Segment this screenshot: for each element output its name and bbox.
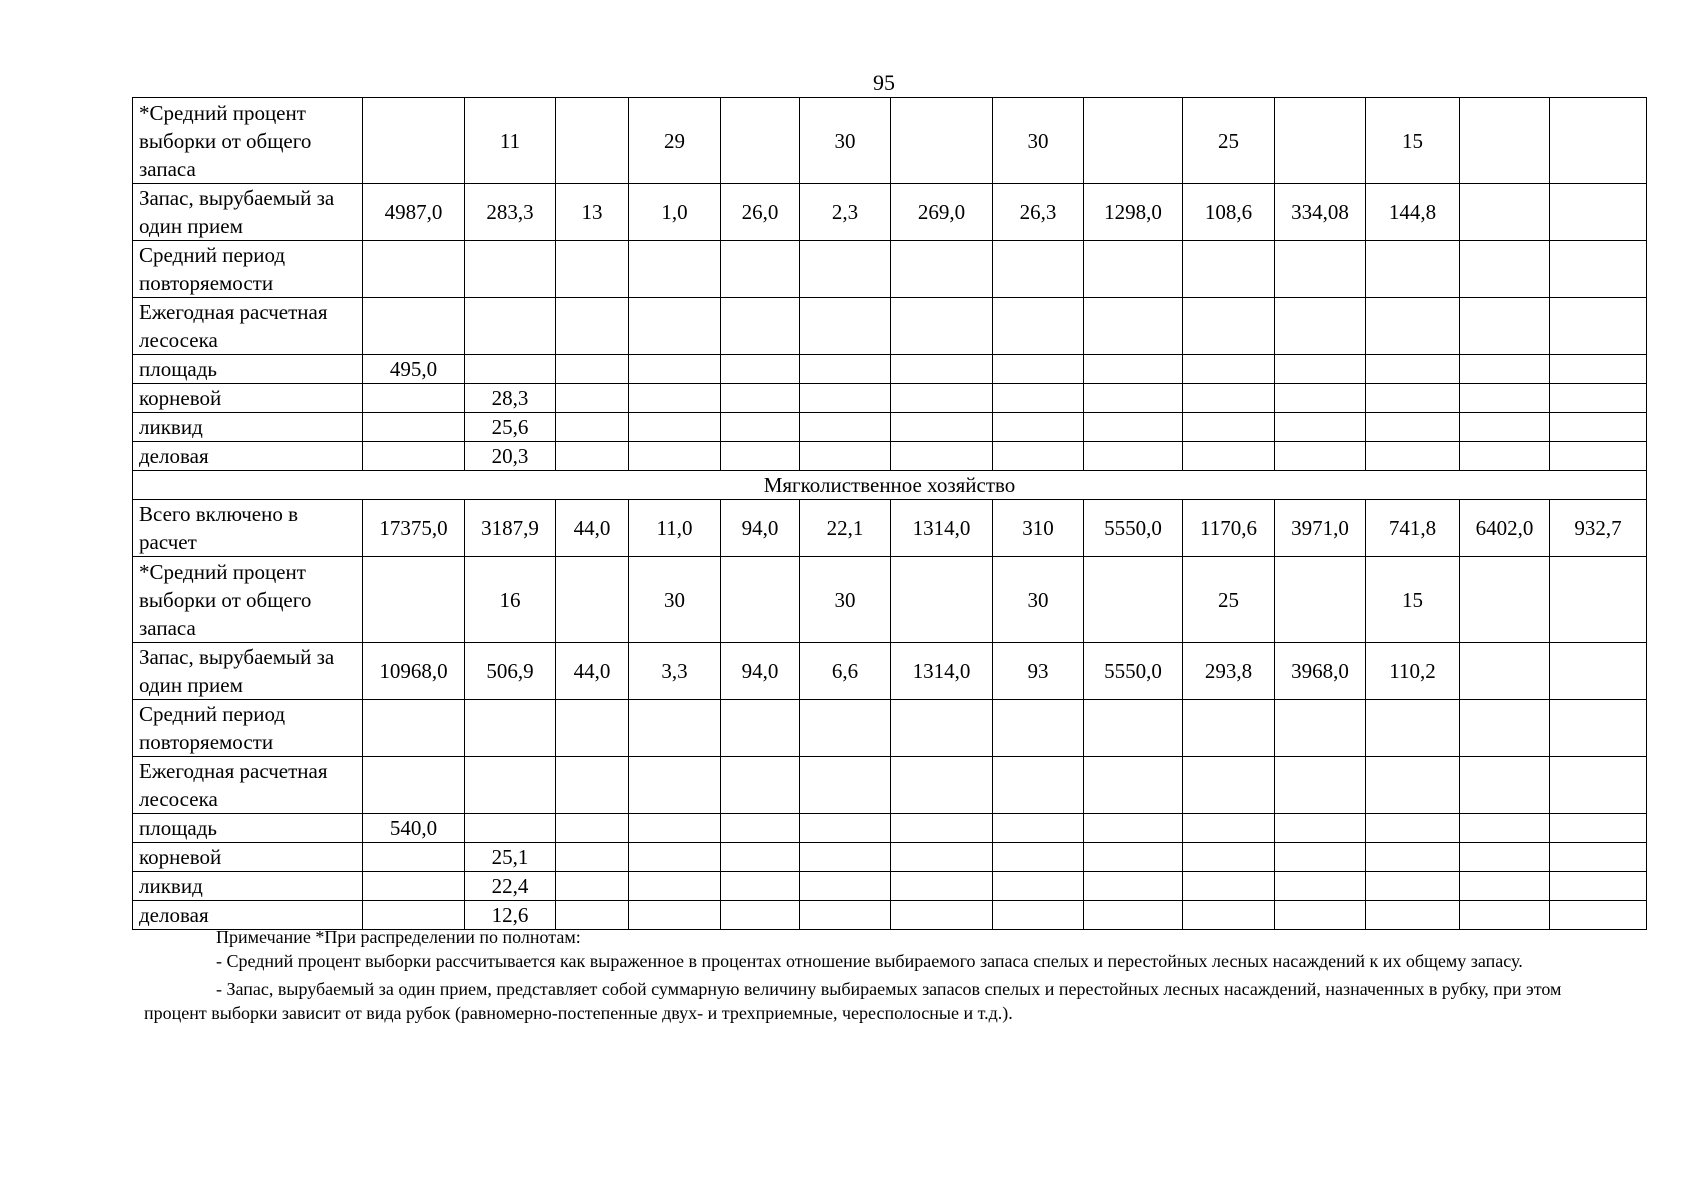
table-cell: 334,08: [1275, 184, 1366, 241]
table-cell: [1550, 98, 1647, 184]
table-cell: [1460, 184, 1550, 241]
table-cell: 1314,0: [891, 500, 993, 557]
row-label: *Средний процент выборки от общего запаса: [133, 98, 363, 184]
table-cell: [629, 442, 721, 471]
row-label: корневой: [133, 843, 363, 872]
table-cell: [1183, 872, 1275, 901]
table-cell: [629, 355, 721, 384]
table-row: [133, 557, 1647, 643]
table-cell: [1275, 384, 1366, 413]
table-cell: [465, 757, 556, 814]
table-cell: 144,8: [1366, 184, 1460, 241]
table-cell: 26,0: [721, 184, 800, 241]
row-label: площадь: [133, 355, 363, 384]
table-cell: [1366, 413, 1460, 442]
table-cell: [1550, 843, 1647, 872]
table-cell: 2,3: [800, 184, 891, 241]
table-cell: [1183, 814, 1275, 843]
table-cell: 6,6: [800, 643, 891, 700]
table-cell: [1460, 643, 1550, 700]
table-cell: [1550, 700, 1647, 757]
table-row: [133, 700, 1647, 757]
table-cell: [1366, 442, 1460, 471]
table-cell: [1275, 872, 1366, 901]
table-cell: [629, 384, 721, 413]
table-cell: 283,3: [465, 184, 556, 241]
table-cell: [721, 557, 800, 643]
row-label: Ежегодная расчетная лесосека: [133, 757, 363, 814]
table-cell: [1183, 757, 1275, 814]
table-cell: [1084, 814, 1183, 843]
table-cell: 6402,0: [1460, 500, 1550, 557]
table-cell: 269,0: [891, 184, 993, 241]
table-cell: [1275, 413, 1366, 442]
table-cell: 540,0: [363, 814, 465, 843]
table-cell: [629, 757, 721, 814]
table-cell: [1366, 872, 1460, 901]
table-cell: 495,0: [363, 355, 465, 384]
bottom-block: [133, 500, 1647, 930]
table-cell: 4987,0: [363, 184, 465, 241]
table-cell: 1,0: [629, 184, 721, 241]
table-cell: [800, 814, 891, 843]
table-cell: [1460, 442, 1550, 471]
table-cell: [993, 298, 1084, 355]
table-cell: [993, 355, 1084, 384]
table-cell: 3971,0: [1275, 500, 1366, 557]
table-cell: [556, 298, 629, 355]
table-cell: 12,6: [465, 901, 556, 930]
table-cell: [363, 700, 465, 757]
table-cell: [993, 814, 1084, 843]
table-cell: 5550,0: [1084, 643, 1183, 700]
table-cell: 16: [465, 557, 556, 643]
table-cell: [1084, 298, 1183, 355]
table-cell: [1275, 700, 1366, 757]
table-cell: [891, 700, 993, 757]
table-cell: [1366, 814, 1460, 843]
table-cell: [1275, 298, 1366, 355]
table-cell: [629, 413, 721, 442]
table-cell: [993, 442, 1084, 471]
table-cell: 110,2: [1366, 643, 1460, 700]
table-cell: [721, 872, 800, 901]
row-label: Запас, вырубаемый за один прием: [133, 184, 363, 241]
table-cell: [629, 298, 721, 355]
table-cell: [721, 843, 800, 872]
table-cell: [1460, 298, 1550, 355]
table-cell: 30: [993, 557, 1084, 643]
table-cell: 1298,0: [1084, 184, 1183, 241]
table-cell: 15: [1366, 557, 1460, 643]
table-cell: [1550, 643, 1647, 700]
table-cell: [1275, 355, 1366, 384]
table-cell: [993, 757, 1084, 814]
table-cell: [1550, 757, 1647, 814]
table-cell: [1460, 700, 1550, 757]
table-cell: [721, 413, 800, 442]
table-row: [133, 442, 1647, 471]
table-cell: 3187,9: [465, 500, 556, 557]
table-cell: [1366, 384, 1460, 413]
top-block: [133, 98, 1647, 471]
table-row: [133, 757, 1647, 814]
table-cell: [1183, 413, 1275, 442]
table-cell: [556, 700, 629, 757]
table-cell: [1183, 700, 1275, 757]
table-cell: [1550, 384, 1647, 413]
table-cell: [1084, 757, 1183, 814]
table-row: [133, 384, 1647, 413]
table-cell: [800, 413, 891, 442]
table-cell: [1275, 241, 1366, 298]
table-cell: [556, 384, 629, 413]
table-cell: [1460, 355, 1550, 384]
table-cell: [800, 872, 891, 901]
table-cell: 30: [800, 557, 891, 643]
table-cell: [1550, 298, 1647, 355]
row-label: ликвид: [133, 413, 363, 442]
table-cell: [363, 413, 465, 442]
table-cell: [465, 241, 556, 298]
row-label: ликвид: [133, 872, 363, 901]
table-cell: [1460, 413, 1550, 442]
table-row: [133, 500, 1647, 557]
table-cell: [556, 814, 629, 843]
table-cell: 93: [993, 643, 1084, 700]
table-cell: [721, 700, 800, 757]
table-cell: 94,0: [721, 500, 800, 557]
table-cell: [721, 298, 800, 355]
row-label: площадь: [133, 814, 363, 843]
table-cell: [1460, 814, 1550, 843]
note-item-2: - Запас, вырубаемый за один прием, представляет собой суммарную величину выбираемых запасов спелых и перестойных лесных насаждений, назначенных в рубку, при этом процент выборки зависит от вида рубок (равномерно-постепенные двух- и трехприемные, чересполосные и т.д.).: [144, 979, 1562, 1023]
table-cell: [556, 442, 629, 471]
row-label: Запас, вырубаемый за один прием: [133, 643, 363, 700]
table-cell: [1550, 184, 1647, 241]
table-cell: 25,1: [465, 843, 556, 872]
table-cell: [363, 384, 465, 413]
table-cell: [1460, 872, 1550, 901]
table-cell: [1550, 442, 1647, 471]
table-cell: [1183, 843, 1275, 872]
table-cell: [800, 843, 891, 872]
table-cell: [556, 413, 629, 442]
table-cell: [1084, 442, 1183, 471]
table-cell: [363, 98, 465, 184]
table-cell: 108,6: [1183, 184, 1275, 241]
table-cell: 44,0: [556, 500, 629, 557]
row-label: *Средний процент выборки от общего запаса: [133, 557, 363, 643]
table-cell: 1170,6: [1183, 500, 1275, 557]
table-cell: [363, 872, 465, 901]
row-label: корневой: [133, 384, 363, 413]
table-cell: 3968,0: [1275, 643, 1366, 700]
table-cell: [1084, 557, 1183, 643]
table-cell: [993, 700, 1084, 757]
table-cell: 11: [465, 98, 556, 184]
table-cell: [363, 843, 465, 872]
table-cell: [1460, 843, 1550, 872]
table-cell: [1084, 872, 1183, 901]
section-title: Мягколиственное хозяйство: [133, 471, 1647, 500]
table-cell: [1366, 241, 1460, 298]
table-cell: 3,3: [629, 643, 721, 700]
note-title: Примечание *При распределении по полнотам:: [216, 927, 581, 947]
table-cell: [891, 872, 993, 901]
table-cell: 30: [800, 98, 891, 184]
row-label: Ежегодная расчетная лесосека: [133, 298, 363, 355]
table-cell: [1275, 557, 1366, 643]
table-cell: 13: [556, 184, 629, 241]
table-cell: 741,8: [1366, 500, 1460, 557]
table-cell: [1460, 384, 1550, 413]
table-cell: [1183, 442, 1275, 471]
table-cell: [1275, 843, 1366, 872]
table-cell: [1183, 241, 1275, 298]
table-cell: 28,3: [465, 384, 556, 413]
table-cell: [629, 872, 721, 901]
table-cell: [721, 384, 800, 413]
row-label: Всего включено в расчет: [133, 500, 363, 557]
section-block: [133, 471, 1647, 500]
table-cell: [1366, 355, 1460, 384]
table-cell: [1183, 298, 1275, 355]
table-cell: [465, 700, 556, 757]
table-cell: [1275, 442, 1366, 471]
table-cell: 506,9: [465, 643, 556, 700]
table-cell: [556, 757, 629, 814]
table-cell: [1550, 241, 1647, 298]
table-cell: [891, 757, 993, 814]
table-cell: [1366, 757, 1460, 814]
table-cell: [1366, 843, 1460, 872]
table-cell: 5550,0: [1084, 500, 1183, 557]
table-cell: [1084, 98, 1183, 184]
table-cell: [891, 442, 993, 471]
table-cell: [993, 843, 1084, 872]
table-cell: 22,1: [800, 500, 891, 557]
table-cell: 11,0: [629, 500, 721, 557]
table-cell: [363, 757, 465, 814]
table-cell: [891, 413, 993, 442]
table-cell: [721, 814, 800, 843]
table-row: [133, 413, 1647, 442]
table-cell: 293,8: [1183, 643, 1275, 700]
table-row: [133, 184, 1647, 241]
row-label: деловая: [133, 901, 363, 930]
table-cell: [1460, 757, 1550, 814]
forest-data-table: [132, 97, 1647, 930]
table-cell: [800, 355, 891, 384]
table-cell: [891, 557, 993, 643]
table-cell: [800, 700, 891, 757]
table-cell: 30: [993, 98, 1084, 184]
page-number: 95: [873, 70, 895, 95]
table-cell: 1314,0: [891, 643, 993, 700]
table-cell: [556, 98, 629, 184]
table-cell: [1460, 241, 1550, 298]
table-cell: [1084, 384, 1183, 413]
table-cell: 30: [629, 557, 721, 643]
table-cell: [800, 241, 891, 298]
table-cell: 26,3: [993, 184, 1084, 241]
table-cell: [363, 241, 465, 298]
note-item-1: - Средний процент выборки рассчитывается как выраженное в процентах отношение выбираемого запаса спелых и перестойных лесных насаждений к их общему запасу.: [216, 951, 1523, 971]
table-cell: [1084, 355, 1183, 384]
table-cell: [1550, 872, 1647, 901]
table-cell: [993, 384, 1084, 413]
table-cell: [1460, 98, 1550, 184]
table-cell: [721, 442, 800, 471]
table-cell: 25: [1183, 98, 1275, 184]
table-cell: [721, 241, 800, 298]
table-cell: 20,3: [465, 442, 556, 471]
table-cell: 44,0: [556, 643, 629, 700]
table-cell: [629, 700, 721, 757]
table-cell: [891, 241, 993, 298]
table-cell: 310: [993, 500, 1084, 557]
table-cell: [363, 298, 465, 355]
table-row: [133, 298, 1647, 355]
table-cell: [1275, 814, 1366, 843]
table-cell: [363, 442, 465, 471]
table-cell: [1366, 700, 1460, 757]
table-cell: [1460, 557, 1550, 643]
table-cell: [1550, 355, 1647, 384]
table-cell: 932,7: [1550, 500, 1647, 557]
table-row: [133, 643, 1647, 700]
row-label: Средний период повторяемости: [133, 700, 363, 757]
table-cell: 15: [1366, 98, 1460, 184]
table-cell: [891, 298, 993, 355]
table-cell: [1275, 757, 1366, 814]
table-cell: 25: [1183, 557, 1275, 643]
table-cell: 17375,0: [363, 500, 465, 557]
table-cell: 94,0: [721, 643, 800, 700]
row-label: Средний период повторяемости: [133, 241, 363, 298]
table-cell: [800, 298, 891, 355]
table-cell: [993, 241, 1084, 298]
table-row: [133, 814, 1647, 843]
table-cell: [891, 384, 993, 413]
notes: [144, 925, 1624, 1025]
table-cell: [1084, 700, 1183, 757]
table-cell: [556, 557, 629, 643]
table-cell: [1550, 557, 1647, 643]
table-cell: [1084, 241, 1183, 298]
table-row: [133, 872, 1647, 901]
table-cell: [629, 843, 721, 872]
table-cell: [556, 843, 629, 872]
table-cell: [800, 442, 891, 471]
table-cell: [465, 298, 556, 355]
table-cell: [556, 872, 629, 901]
table-cell: [465, 814, 556, 843]
table-cell: [891, 814, 993, 843]
table-cell: 25,6: [465, 413, 556, 442]
table-row: [133, 355, 1647, 384]
table-cell: 10968,0: [363, 643, 465, 700]
table-cell: [556, 355, 629, 384]
table-cell: [363, 557, 465, 643]
table-cell: [629, 814, 721, 843]
table-row: [133, 241, 1647, 298]
table-cell: [1550, 413, 1647, 442]
row-label: деловая: [133, 442, 363, 471]
table-cell: [629, 241, 721, 298]
table-cell: [721, 355, 800, 384]
table-row: [133, 843, 1647, 872]
table-cell: 22,4: [465, 872, 556, 901]
table-cell: [1084, 843, 1183, 872]
table-cell: [721, 757, 800, 814]
table-cell: [556, 241, 629, 298]
table-cell: [993, 872, 1084, 901]
table-cell: [891, 98, 993, 184]
table-cell: [1084, 413, 1183, 442]
table-cell: [800, 757, 891, 814]
table-cell: [1275, 98, 1366, 184]
table-cell: [1550, 814, 1647, 843]
table-cell: [993, 413, 1084, 442]
table-row: [133, 98, 1647, 184]
table-cell: [1183, 355, 1275, 384]
table-cell: [721, 98, 800, 184]
table-cell: [1366, 298, 1460, 355]
table-cell: [891, 355, 993, 384]
table-cell: 29: [629, 98, 721, 184]
table-cell: [1183, 384, 1275, 413]
table-cell: [465, 355, 556, 384]
table-cell: [800, 384, 891, 413]
table-cell: [891, 843, 993, 872]
